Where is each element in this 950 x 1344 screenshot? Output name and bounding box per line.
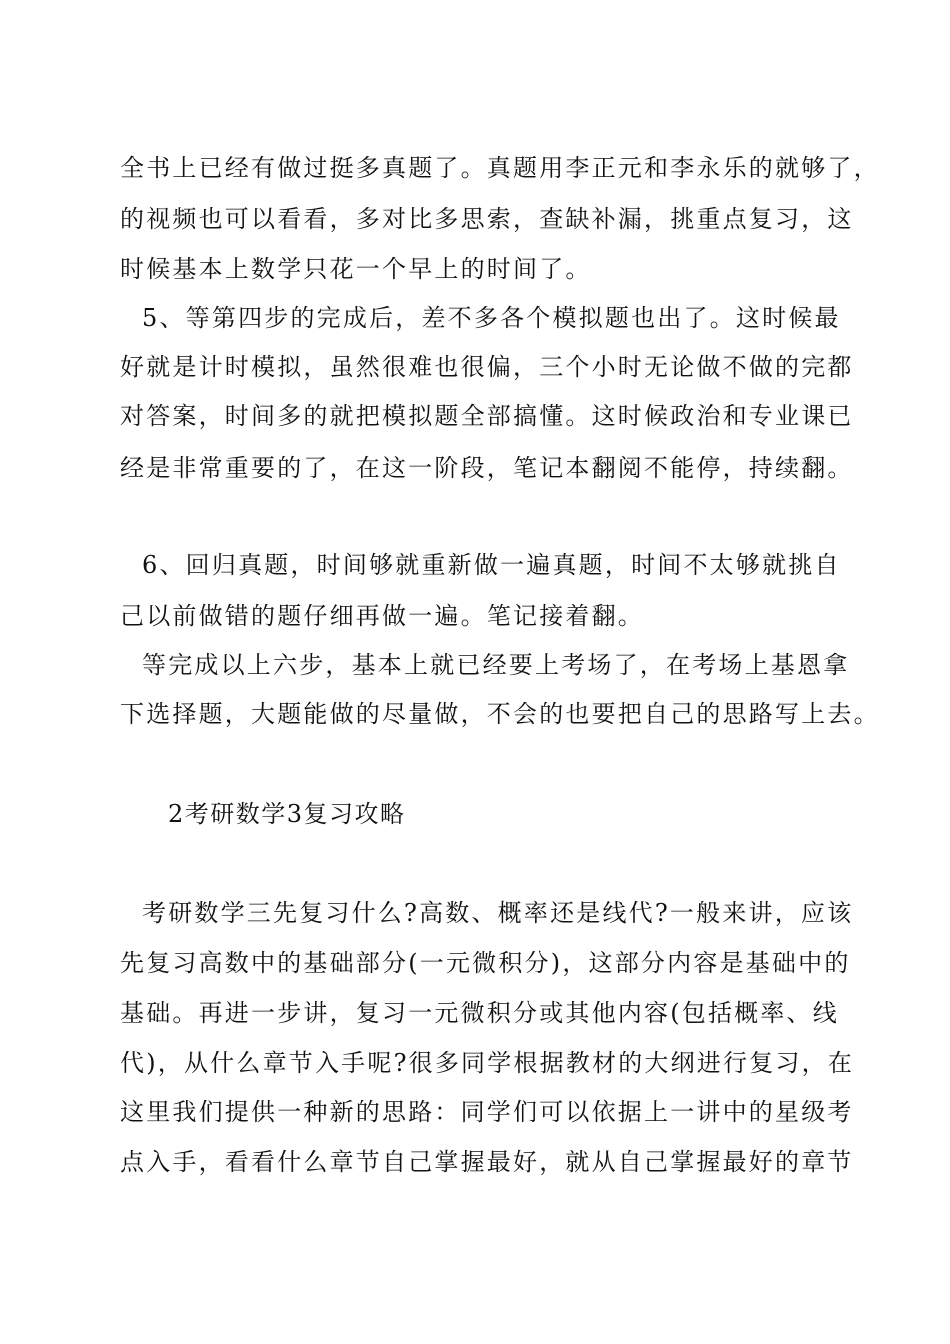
text-line: 己以前做错的题仔细再做一遍。笔记接着翻。 [120, 602, 644, 630]
text-line: 好就是计时模拟，虽然很难也很偏，三个小时无论做不做的完都 [120, 353, 854, 381]
text-line: 经是非常重要的了，在这一阶段，笔记本翻阅不能停，持续翻。 [120, 454, 854, 482]
text-line: 下选择题，大题能做的尽量做，不会的也要把自己的思路写上去。 [120, 700, 880, 728]
text-line: 时候基本上数学只花一个早上的时间了。 [120, 255, 592, 283]
text-line: 对答案，时间多的就把模拟题全部搞懂。这时候政治和专业课已 [120, 402, 854, 430]
text-line: 这里我们提供一种新的思路：同学们可以依据上一讲中的星级考 [120, 1098, 854, 1126]
paragraph-step-6-line: 6、回归真题，时间够就重新做一遍真题，时间不太够就挑自 [142, 551, 841, 579]
text-line: 点入手，看看什么章节自己掌握最好，就从自己掌握最好的章节 [120, 1148, 854, 1176]
paragraph-summary-line: 等完成以上六步，基本上就已经要上考场了，在考场上基恩拿 [142, 651, 850, 679]
text-line: 先复习高数中的基础部分(一元微积分)，这部分内容是基础中的 [120, 949, 851, 977]
text-line: 基础。再进一步讲，复习一元微积分或其他内容(包括概率、线 [120, 999, 839, 1027]
text-line: 全书上已经有做过挺多真题了。真题用李正元和李永乐的就够了， [120, 154, 880, 182]
paragraph-step-5-line: 5、等第四步的完成后，差不多各个模拟题也出了。这时候最 [142, 304, 841, 332]
text-line: 代)，从什么章节入手呢?很多同学根据教材的大纲进行复习，在 [120, 1049, 855, 1077]
text-line: 的视频也可以看看，多对比多思索，查缺补漏，挑重点复习，这 [120, 205, 854, 233]
section-heading: 2考研数学3复习攻略 [168, 800, 406, 828]
paragraph-intro-line: 考研数学三先复习什么?高数、概率还是线代?一般来讲，应该 [142, 899, 854, 927]
